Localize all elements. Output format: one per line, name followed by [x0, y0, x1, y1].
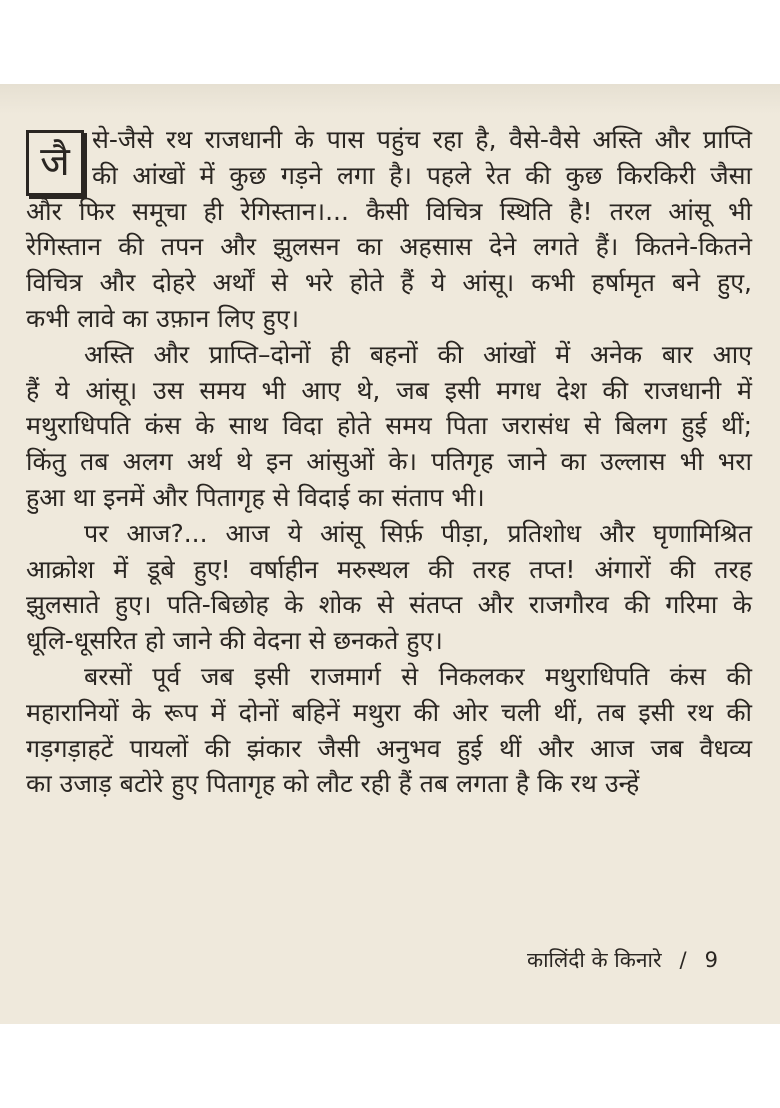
text-line: आक्रोश में डूबे हुए! वर्षाहीन मरुस्थल की तरह तप्त! अंगारों की तरह — [26, 554, 752, 584]
text-line: से-जैसे रथ राजधानी के पास पहुंच रहा है, वैसे-वैसे अस्ति और प्राप्ति — [92, 125, 752, 154]
drop-cap: जै — [26, 130, 84, 196]
running-title: कालिंदी के किनारे — [526, 948, 662, 972]
text-line: और फिर समूचा ही रेगिस्तान।... कैसी विचित्र स्थिति है! तरल आंसू भी — [26, 196, 752, 226]
text-line: रेगिस्तान की तपन और झुलसन का अहसास देने लगते हैं। कितने-कितने — [26, 232, 752, 262]
paragraph — [26, 659, 752, 802]
paragraph — [26, 516, 752, 659]
paragraph — [26, 337, 752, 516]
paragraph — [26, 122, 752, 337]
text-line: अस्ति और प्राप्ति–दोनों ही बहनों की आंखों में अनेक बार आए — [84, 339, 752, 369]
body-text — [26, 122, 752, 802]
text-line: हैं ये आंसू। उस समय भी आए थे, जब इसी मगध देश की राजधानी में — [26, 375, 752, 405]
text-line: महारानियों के रूप में दोनों बहिनें मथुरा की ओर चली थीं, तब इसी रथ की — [26, 697, 752, 727]
text-line: की आंखों में कुछ गड़ने लगा है। पहले रेत की कुछ किरकिरी जैसा — [92, 160, 752, 190]
text-line: कभी लावे का उफ़ान लिए हुए। — [26, 303, 300, 333]
page-number: 9 — [704, 948, 718, 972]
text-line: किंतु तब अलग अर्थ थे इन आंसुओं के। पतिगृह जाने का उल्लास भी भरा — [26, 447, 752, 477]
footer-separator: / — [679, 948, 687, 972]
text-line: विचित्र और दोहरे अर्थों से भरे होते हैं ये आंसू। कभी हर्षामृत बने हुए, — [26, 268, 752, 298]
page-footer — [509, 946, 718, 974]
text-line: गड़गड़ाहटें पायलों की झंकार जैसी अनुभव हुई थीं और आज जब वैधव्य — [26, 733, 752, 763]
text-line: पर आज?... आज ये आंसू सिर्फ़ पीड़ा, प्रतिशोध और घृणामिश्रित — [84, 518, 752, 548]
text-line: का उजाड़ बटोरे हुए पितागृह को लौट रही हैं तब लगता है कि रथ उन्हें — [26, 769, 640, 799]
text-line: मथुराधिपति कंस के साथ विदा होते समय पिता जरासंध से बिलग हुई थीं; — [26, 411, 752, 441]
text-line: हुआ था इनमें और पितागृह से विदाई का संताप भी। — [26, 482, 485, 512]
show-through-text — [0, 84, 780, 114]
text-line: बरसों पूर्व जब इसी राजमार्ग से निकलकर मथुराधिपति कंस की — [84, 661, 752, 691]
text-line: धूलि-धूसरित हो जाने की वेदना से छनकते हुए। — [26, 626, 443, 656]
text-line: झुलसाते हुए। पति-बिछोह के शोक से संतप्त और राजगौरव की गरिमा के — [26, 590, 752, 620]
